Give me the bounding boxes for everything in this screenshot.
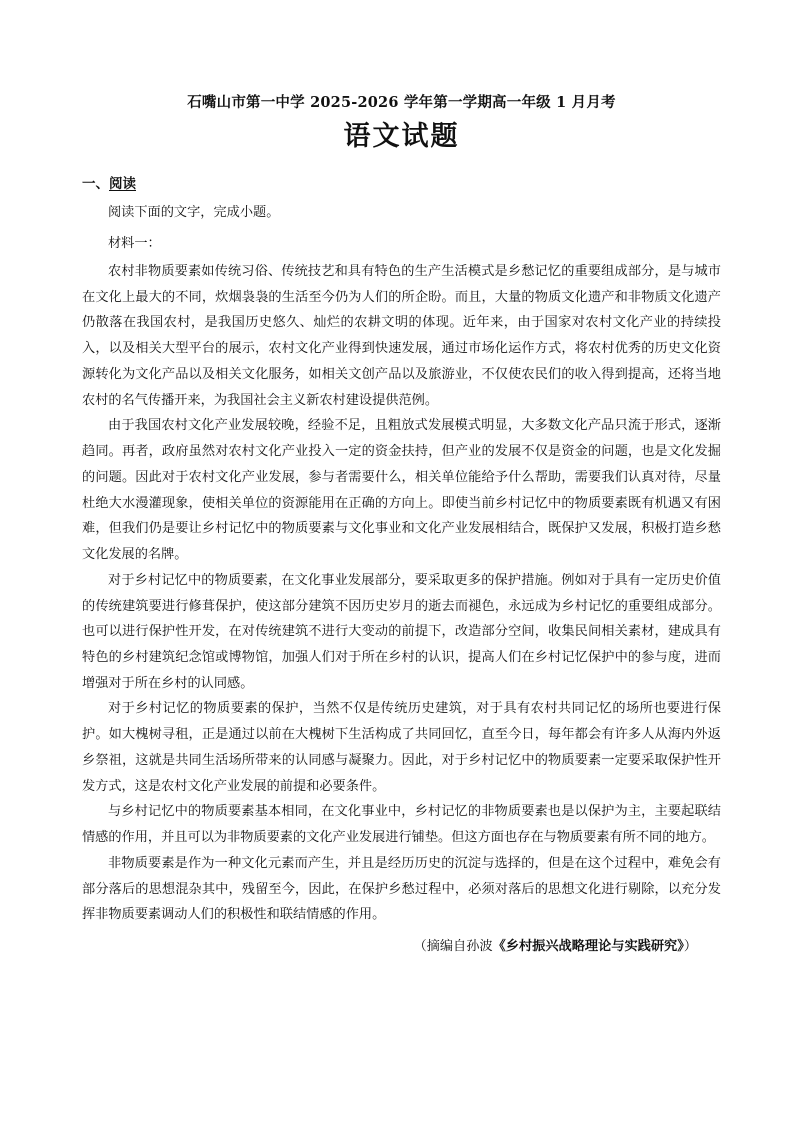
section-number: 一、 bbox=[82, 175, 109, 192]
body-paragraph: 农村非物质要素如传统习俗、传统技艺和具有特色的生产生活模式是乡愁记忆的重要组成部分，是与城市在文化上最大的不同，炊烟袅袅的生活至今仍为人们的所企盼。而且，大量的物质文化遗产和非物质文化遗产仍散落在我国农村，是我国历史悠久、灿烂的农耕文明的体现。近年来，由于国家对农村文化产业的持续投入，以及相关大型平台的展示，农村文化产业得到快速发展，通过市场化运作方式，将农村优秀的历史文化资源转化为文化产品以及相关文化服务，如相关文创产品以及旅游业，不仅使农民们的收入得到提高，还将当地农村的名气传播开来，为我国社会主义新农村建设提供范例。 bbox=[82, 263, 721, 408]
subject-title: 语文试题 bbox=[343, 120, 460, 152]
body-paragraph: 对于乡村记忆中的物质要素，在文化事业发展部分，要采取更多的保护措施。例如对于具有一定历史价值的传统建筑要进行修葺保护，使这部分建筑不因历史岁月的逝去而褪色，永远成为乡村记忆的重要组成部分。也可以进行保护性开发，在对传统建筑不进行大变动的前提下，改造部分空间，收集民间相关素材，建成具有特色的乡村建筑纪念馆或博物馆，加强人们对于所在乡村的认识，提高人们在乡村记忆保护中的参与度，进而增强对于所在乡村的认同感。 bbox=[82, 572, 721, 691]
source-title: 《乡村振兴战略理论与实践研究》 bbox=[492, 939, 684, 955]
section-heading-reading bbox=[82, 172, 721, 192]
body-paragraph: 对于乡村记忆的物质要素的保护，当然不仅是传统历史建筑，对于具有农村共同记忆的场所也要进行保护。如大槐树寻租，正是通过以前在大槐树下生活构成了共同回忆，直至今日，每年都会有许多人从海内外返乡祭祖，这就是共同生活场所带来的认同感与凝聚力。因此，对于乡村记忆中的物质要素一定要采取保护性开发方式，这是农村文化产业发展的前提和必要条件。 bbox=[82, 701, 721, 794]
body-paragraph: 与乡村记忆中的物质要素基本相同，在文化事业中，乡村记忆的非物质要素也是以保护为主，主要起联结情感的作用，并且可以为非物质要素的文化产业发展进行铺垫。但这方面也存在与物质要素有所不同的地方。 bbox=[82, 804, 721, 846]
reading-instruction: 阅读下面的文字，完成小题。 bbox=[108, 204, 280, 220]
page-title: 石嘴山市第一中学 2025-2026 学年第一学期高一年级 1 月月考 bbox=[187, 94, 616, 111]
material-label: 材料一： bbox=[108, 236, 161, 252]
section-label: 阅读 bbox=[109, 175, 136, 192]
source-citation bbox=[82, 934, 721, 960]
source-prefix: （摘编自孙波 bbox=[413, 939, 493, 955]
source-suffix: ） bbox=[683, 939, 697, 955]
body-paragraph: 非物质要素是作为一种文化元素而产生，并且是经历历史的沉淀与选择的，但是在这个过程中，难免会有部分落后的思想混杂其中，残留至今，因此，在保护乡愁过程中，必须对落后的思想文化进行剔除，以充分发挥非物质要素调动人们的积极性和联结情感的作用。 bbox=[82, 855, 721, 923]
body-paragraph: 由于我国农村文化产业发展较晚，经验不足，且粗放式发展模式明显，大多数文化产品只流于形式，逐渐趋同。再者，政府虽然对农村文化产业投入一定的资金扶持，但产业的发展不仅是资金的问题，也是文化发掘的问题。因此对于农村文化产业发展，参与者需要什么，相关单位能给予什么帮助，需要我们认真对待，尽量杜绝大水漫灌现象，使相关单位的资源能用在正确的方向上。即使当前乡村记忆中的物质要素既有机遇又有困难，但我们仍是要让乡村记忆中的物质要素与文化事业和文化产业发展相结合，既保护又发展，积极打造乡愁文化发展的名牌。 bbox=[82, 418, 721, 563]
